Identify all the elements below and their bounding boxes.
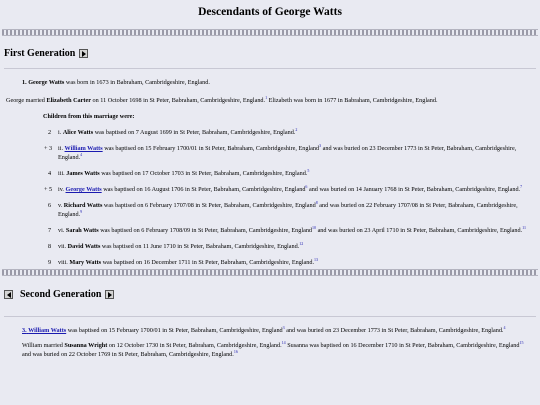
child-roman: ii. <box>58 145 63 152</box>
spouse-name: Elizabeth Carter <box>46 97 91 104</box>
person-entry <box>22 78 532 87</box>
spouse-details-2: Susanna was baptised on 16 December 1710 in St Peter, Babraham, Cambridgeshire, England <box>287 342 520 349</box>
arrow-left-icon <box>6 292 12 298</box>
children-title: Children from this marriage were: <box>43 113 135 120</box>
spouse-name-2: Susanna Wright <box>64 342 108 349</box>
source-ref[interactable]: 15 <box>519 340 524 345</box>
divider <box>2 269 538 276</box>
marriage-entry-2 <box>22 341 532 359</box>
children-list <box>0 128 540 267</box>
child-number: 2 <box>48 129 52 136</box>
marriage-prefix-2: William married <box>22 342 63 349</box>
marriage-details-2: on 12 October 1730 in St Peter, Babraham, Cambridgeshire, England. <box>108 342 282 349</box>
first-generation-title: First Generation <box>4 47 76 59</box>
child-entry <box>0 185 528 194</box>
child-details: was baptised on 11 June 1710 in St Peter, Babraham, Cambridgeshire, England. <box>101 243 300 250</box>
child-entry <box>0 258 528 267</box>
child-name: Richard Watts <box>63 202 103 209</box>
source-ref[interactable]: 7 <box>520 184 523 189</box>
child-number: 9 <box>48 259 52 266</box>
child-name: David Watts <box>67 243 101 250</box>
child-number: 7 <box>48 227 52 234</box>
person-details-2: was baptised on 15 February 1700/01 in St Peter, Babraham, Cambridgeshire, England <box>67 327 283 334</box>
child-roman: vi. <box>58 227 65 234</box>
child-details: was baptised on 6 February 1707/08 in St Peter, Babraham, Cambridgeshire, England <box>103 202 316 209</box>
child-name: Sarah Watts <box>65 227 99 234</box>
marriage-entry <box>6 96 532 105</box>
source-ref[interactable]: 13 <box>314 257 318 262</box>
child-name-link[interactable]: William Watts <box>64 145 103 152</box>
marriage-details: on 11 October 1698 in St Peter, Babraham, Cambridgeshire, England. <box>92 97 266 104</box>
child-details: was baptised on 16 December 1711 in St Peter, Babraham, Cambridgeshire, England. <box>102 259 314 266</box>
source-ref[interactable]: 10 <box>312 225 317 230</box>
source-ref[interactable]: 5 <box>307 168 310 173</box>
second-generation-heading <box>4 286 536 302</box>
child-number: 4 <box>48 170 52 177</box>
arrow-right-icon <box>107 292 113 298</box>
source-ref[interactable]: 8 <box>315 200 318 205</box>
source-ref[interactable]: 3 <box>319 143 322 148</box>
source-ref[interactable]: 3 <box>282 325 285 330</box>
child-burial: and was buried on 23 April 1710 in St Peter, Babraham, Cambridgeshire, England. <box>317 227 523 234</box>
child-details: was baptised on 7 August 1699 in St Peter, Babraham, Cambridgeshire, England. <box>94 129 296 136</box>
next-generation-button-2[interactable] <box>105 290 114 299</box>
person-entry-2 <box>22 326 532 335</box>
person-number: 1. <box>22 79 27 86</box>
child-details: was baptised on 6 February 1708/09 in St Peter, Babraham, Cambridgeshire, England <box>100 227 313 234</box>
child-entry <box>0 226 528 235</box>
has-descendants-marker: + 5 <box>44 186 53 193</box>
source-ref[interactable]: 4 <box>503 325 506 330</box>
child-burial: and was buried on 22 February 1707/08 in St Peter, Babraham, Cambridgeshire, England. <box>58 202 518 218</box>
person-number-2: 3. <box>22 327 27 334</box>
person-name-2: William Watts <box>28 327 67 334</box>
previous-generation-button[interactable] <box>4 290 13 299</box>
source-ref[interactable]: 16 <box>233 349 238 354</box>
marriage-prefix: George married <box>6 97 45 104</box>
child-entry <box>0 242 528 251</box>
child-details: was baptised on 16 August 1706 in St Peter, Babraham, Cambridgeshire, England <box>103 186 306 193</box>
section-divider <box>4 68 536 69</box>
child-entry <box>0 201 528 219</box>
child-name-link[interactable]: George Watts <box>65 186 102 193</box>
second-generation-title: Second Generation <box>20 288 102 300</box>
next-generation-button[interactable] <box>79 49 88 58</box>
source-ref[interactable]: 2 <box>295 127 298 132</box>
spouse-details: Elizabeth was born in 1677 in Babraham, Cambridgeshire, England. <box>268 97 438 104</box>
source-ref[interactable]: 1 <box>265 95 268 100</box>
child-details: was baptised on 15 February 1700/01 in St Peter, Babraham, Cambridgeshire, England <box>104 145 320 152</box>
source-ref[interactable]: 11 <box>522 225 527 230</box>
child-entry <box>0 144 528 162</box>
child-roman: v. <box>58 202 63 209</box>
divider <box>2 29 538 36</box>
child-burial: and was buried on 23 December 1773 in St Peter, Babraham, Cambridgeshire, England. <box>58 145 517 161</box>
arrow-right-icon <box>81 51 87 57</box>
source-ref[interactable]: 6 <box>305 184 308 189</box>
child-entry <box>0 169 528 178</box>
source-ref[interactable]: 12 <box>299 241 304 246</box>
spouse-burial: and was buried on 22 October 1769 in St Peter, Babraham, Cambridgeshire, England. <box>22 351 234 358</box>
person-name: George Watts <box>28 79 65 86</box>
child-roman: viii. <box>58 259 68 266</box>
page-title: Descendants of George Watts <box>198 6 342 18</box>
child-name: James Watts <box>66 170 100 177</box>
source-ref[interactable]: 4 <box>80 152 83 157</box>
source-ref[interactable]: 14 <box>281 340 286 345</box>
child-number: 8 <box>48 243 52 250</box>
burial-details: and was buried on 23 December 1773 in St Peter, Babraham, Cambridgeshire, England. <box>286 327 504 334</box>
child-details: was baptised on 17 October 1703 in St Peter, Babraham, Cambridgeshire, England. <box>101 170 308 177</box>
child-roman: iii. <box>58 170 65 177</box>
source-ref[interactable]: 9 <box>80 209 83 214</box>
child-name: Mary Watts <box>69 259 102 266</box>
child-roman: vii. <box>58 243 67 250</box>
child-number: 6 <box>48 202 52 209</box>
person-details: was born in 1673 in Babraham, Cambridgeshire, England. <box>65 79 210 86</box>
child-roman: i. <box>58 129 62 136</box>
child-entry <box>0 128 528 137</box>
child-name: Alice Watts <box>62 129 94 136</box>
child-roman: iv. <box>58 186 64 193</box>
first-generation-heading <box>4 45 536 61</box>
has-descendants-marker: + 3 <box>44 145 53 152</box>
person-link[interactable] <box>22 327 66 334</box>
child-burial: and was buried on 14 January 1768 in St Peter, Babraham, Cambridgeshire, England. <box>308 186 521 193</box>
section-divider <box>4 316 536 317</box>
